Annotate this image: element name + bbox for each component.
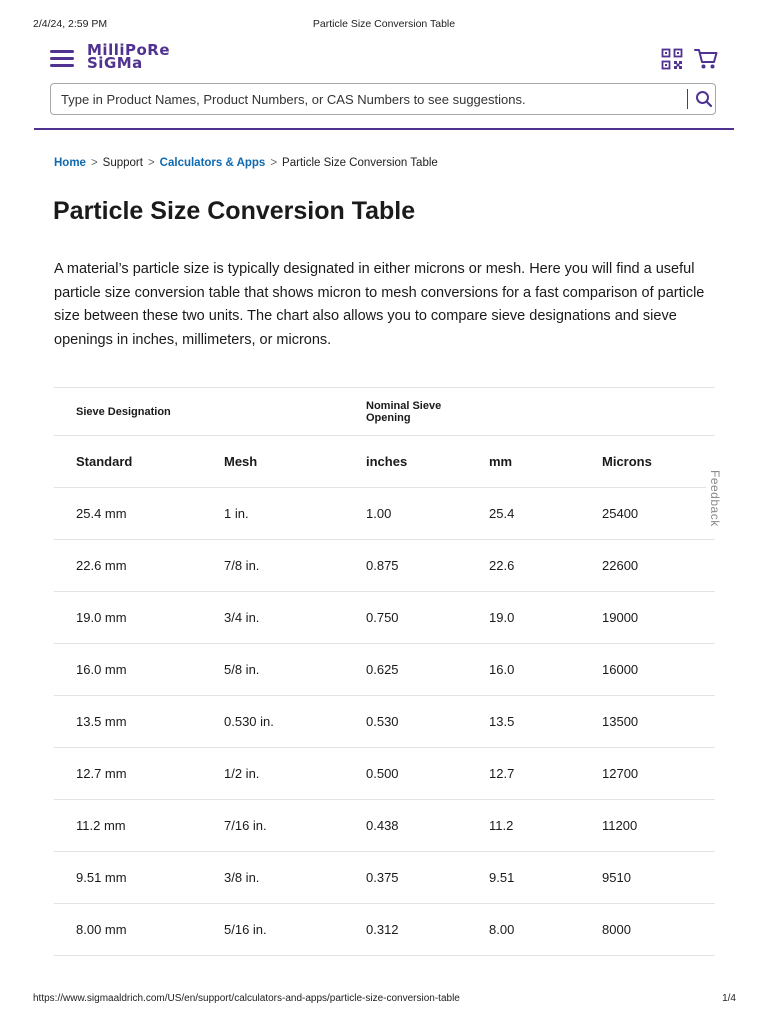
cell-standard: 12.7 mm (54, 748, 202, 800)
hamburger-menu-icon[interactable] (50, 50, 74, 68)
cell-standard: 8.00 mm (54, 904, 202, 956)
cell-mesh: 1/2 in. (202, 748, 344, 800)
cell-standard: 25.4 mm (54, 488, 202, 540)
cell-mm: 19.0 (467, 592, 580, 644)
millipore-sigma-logo[interactable] (87, 41, 171, 72)
table-column-header-row (54, 436, 715, 488)
cell-mesh: 7/8 in. (202, 540, 344, 592)
cell-mm: 13.5 (467, 696, 580, 748)
table-row (54, 592, 715, 644)
feedback-tab[interactable] (706, 468, 726, 532)
cell-mm: 9.51 (467, 852, 580, 904)
cell-microns: 13500 (580, 696, 715, 748)
cell-standard: 19.0 mm (54, 592, 202, 644)
search-icon[interactable] (693, 88, 715, 110)
cell-microns: 19000 (580, 592, 715, 644)
breadcrumb-separator-icon: > (90, 157, 98, 169)
group-header-sieve-designation: Sieve Designation (54, 388, 202, 436)
cart-icon[interactable] (694, 48, 718, 70)
table-row (54, 488, 715, 540)
breadcrumb-separator-icon: > (270, 157, 278, 169)
cell-microns: 8000 (580, 904, 715, 956)
cell-mesh: 1 in. (202, 488, 344, 540)
cell-inches: 0.750 (344, 592, 467, 644)
page-title: Particle Size Conversion Table (53, 197, 416, 225)
column-header-microns: Microns (580, 436, 715, 488)
cell-standard: 16.0 mm (54, 644, 202, 696)
cell-microns: 25400 (580, 488, 715, 540)
cell-standard: 13.5 mm (54, 696, 202, 748)
cell-mesh: 7/16 in. (202, 800, 344, 852)
cell-mm: 16.0 (467, 644, 580, 696)
cell-microns: 16000 (580, 644, 715, 696)
table-row (54, 800, 715, 852)
group-header-nominal-sieve-opening: Nominal Sieve Opening (344, 388, 467, 436)
conversion-table-container (54, 387, 715, 956)
table-group-header-row (54, 388, 715, 436)
column-header-inches: inches (344, 436, 467, 488)
cell-mm: 8.00 (467, 904, 580, 956)
breadcrumb-current: Particle Size Conversion Table (282, 157, 438, 169)
feedback-label: Feedback (708, 470, 722, 527)
print-url: https://www.sigmaaldrich.com/US/en/support/calculators-and-apps/particle-size-conversion-table (33, 993, 460, 1004)
cell-standard: 9.51 mm (54, 852, 202, 904)
search-input[interactable] (61, 84, 681, 114)
cell-inches: 0.625 (344, 644, 467, 696)
breadcrumb (54, 157, 438, 169)
print-page-title: Particle Size Conversion Table (312, 18, 456, 30)
cell-mm: 12.7 (467, 748, 580, 800)
cell-mm: 25.4 (467, 488, 580, 540)
cell-mm: 22.6 (467, 540, 580, 592)
logo-line-1: MilliPoRe (87, 41, 171, 59)
table-row (54, 904, 715, 956)
logo-line-2: SiGMa (87, 54, 143, 72)
breadcrumb-support: Support (102, 157, 143, 169)
cell-inches: 1.00 (344, 488, 467, 540)
cell-mesh: 0.530 in. (202, 696, 344, 748)
cell-mesh: 3/4 in. (202, 592, 344, 644)
cell-standard: 11.2 mm (54, 800, 202, 852)
column-header-mm: mm (467, 436, 580, 488)
column-header-standard: Standard (54, 436, 202, 488)
search-divider (687, 89, 688, 109)
table-row (54, 696, 715, 748)
table-row (54, 852, 715, 904)
cell-mesh: 5/16 in. (202, 904, 344, 956)
conversion-table (54, 387, 715, 956)
cell-microns: 9510 (580, 852, 715, 904)
breadcrumb-calculators-link[interactable]: Calculators & Apps (159, 157, 266, 169)
qr-code-icon[interactable] (661, 48, 683, 70)
site-header (34, 40, 734, 130)
print-page-number: 1/4 (722, 993, 736, 1004)
cell-inches: 0.312 (344, 904, 467, 956)
group-header-empty (467, 388, 580, 436)
cell-inches: 0.875 (344, 540, 467, 592)
group-header-empty (580, 388, 715, 436)
cell-microns: 22600 (580, 540, 715, 592)
cell-mesh: 5/8 in. (202, 644, 344, 696)
print-datetime: 2/4/24, 2:59 PM (33, 18, 108, 30)
cell-inches: 0.500 (344, 748, 467, 800)
table-row (54, 748, 715, 800)
breadcrumb-home-link[interactable]: Home (54, 157, 86, 169)
table-row (54, 644, 715, 696)
cell-mm: 11.2 (467, 800, 580, 852)
cell-inches: 0.375 (344, 852, 467, 904)
cell-microns: 12700 (580, 748, 715, 800)
cell-inches: 0.530 (344, 696, 467, 748)
cell-standard: 22.6 mm (54, 540, 202, 592)
column-header-mesh: Mesh (202, 436, 344, 488)
cell-inches: 0.438 (344, 800, 467, 852)
cell-microns: 11200 (580, 800, 715, 852)
table-row (54, 540, 715, 592)
intro-paragraph: A material’s particle size is typically designated in either microns or mesh. Here you will find a useful particle size conversion table that shows micron to mesh conversions for a fast comparison of particle size between these two units. The chart also allows you to compare sieve designations and sieve openings in inches, millimeters, or microns. (54, 261, 705, 348)
header-rule (34, 128, 734, 130)
breadcrumb-separator-icon: > (147, 157, 155, 169)
search-box (50, 83, 716, 115)
group-header-empty (202, 388, 344, 436)
cell-mesh: 3/8 in. (202, 852, 344, 904)
